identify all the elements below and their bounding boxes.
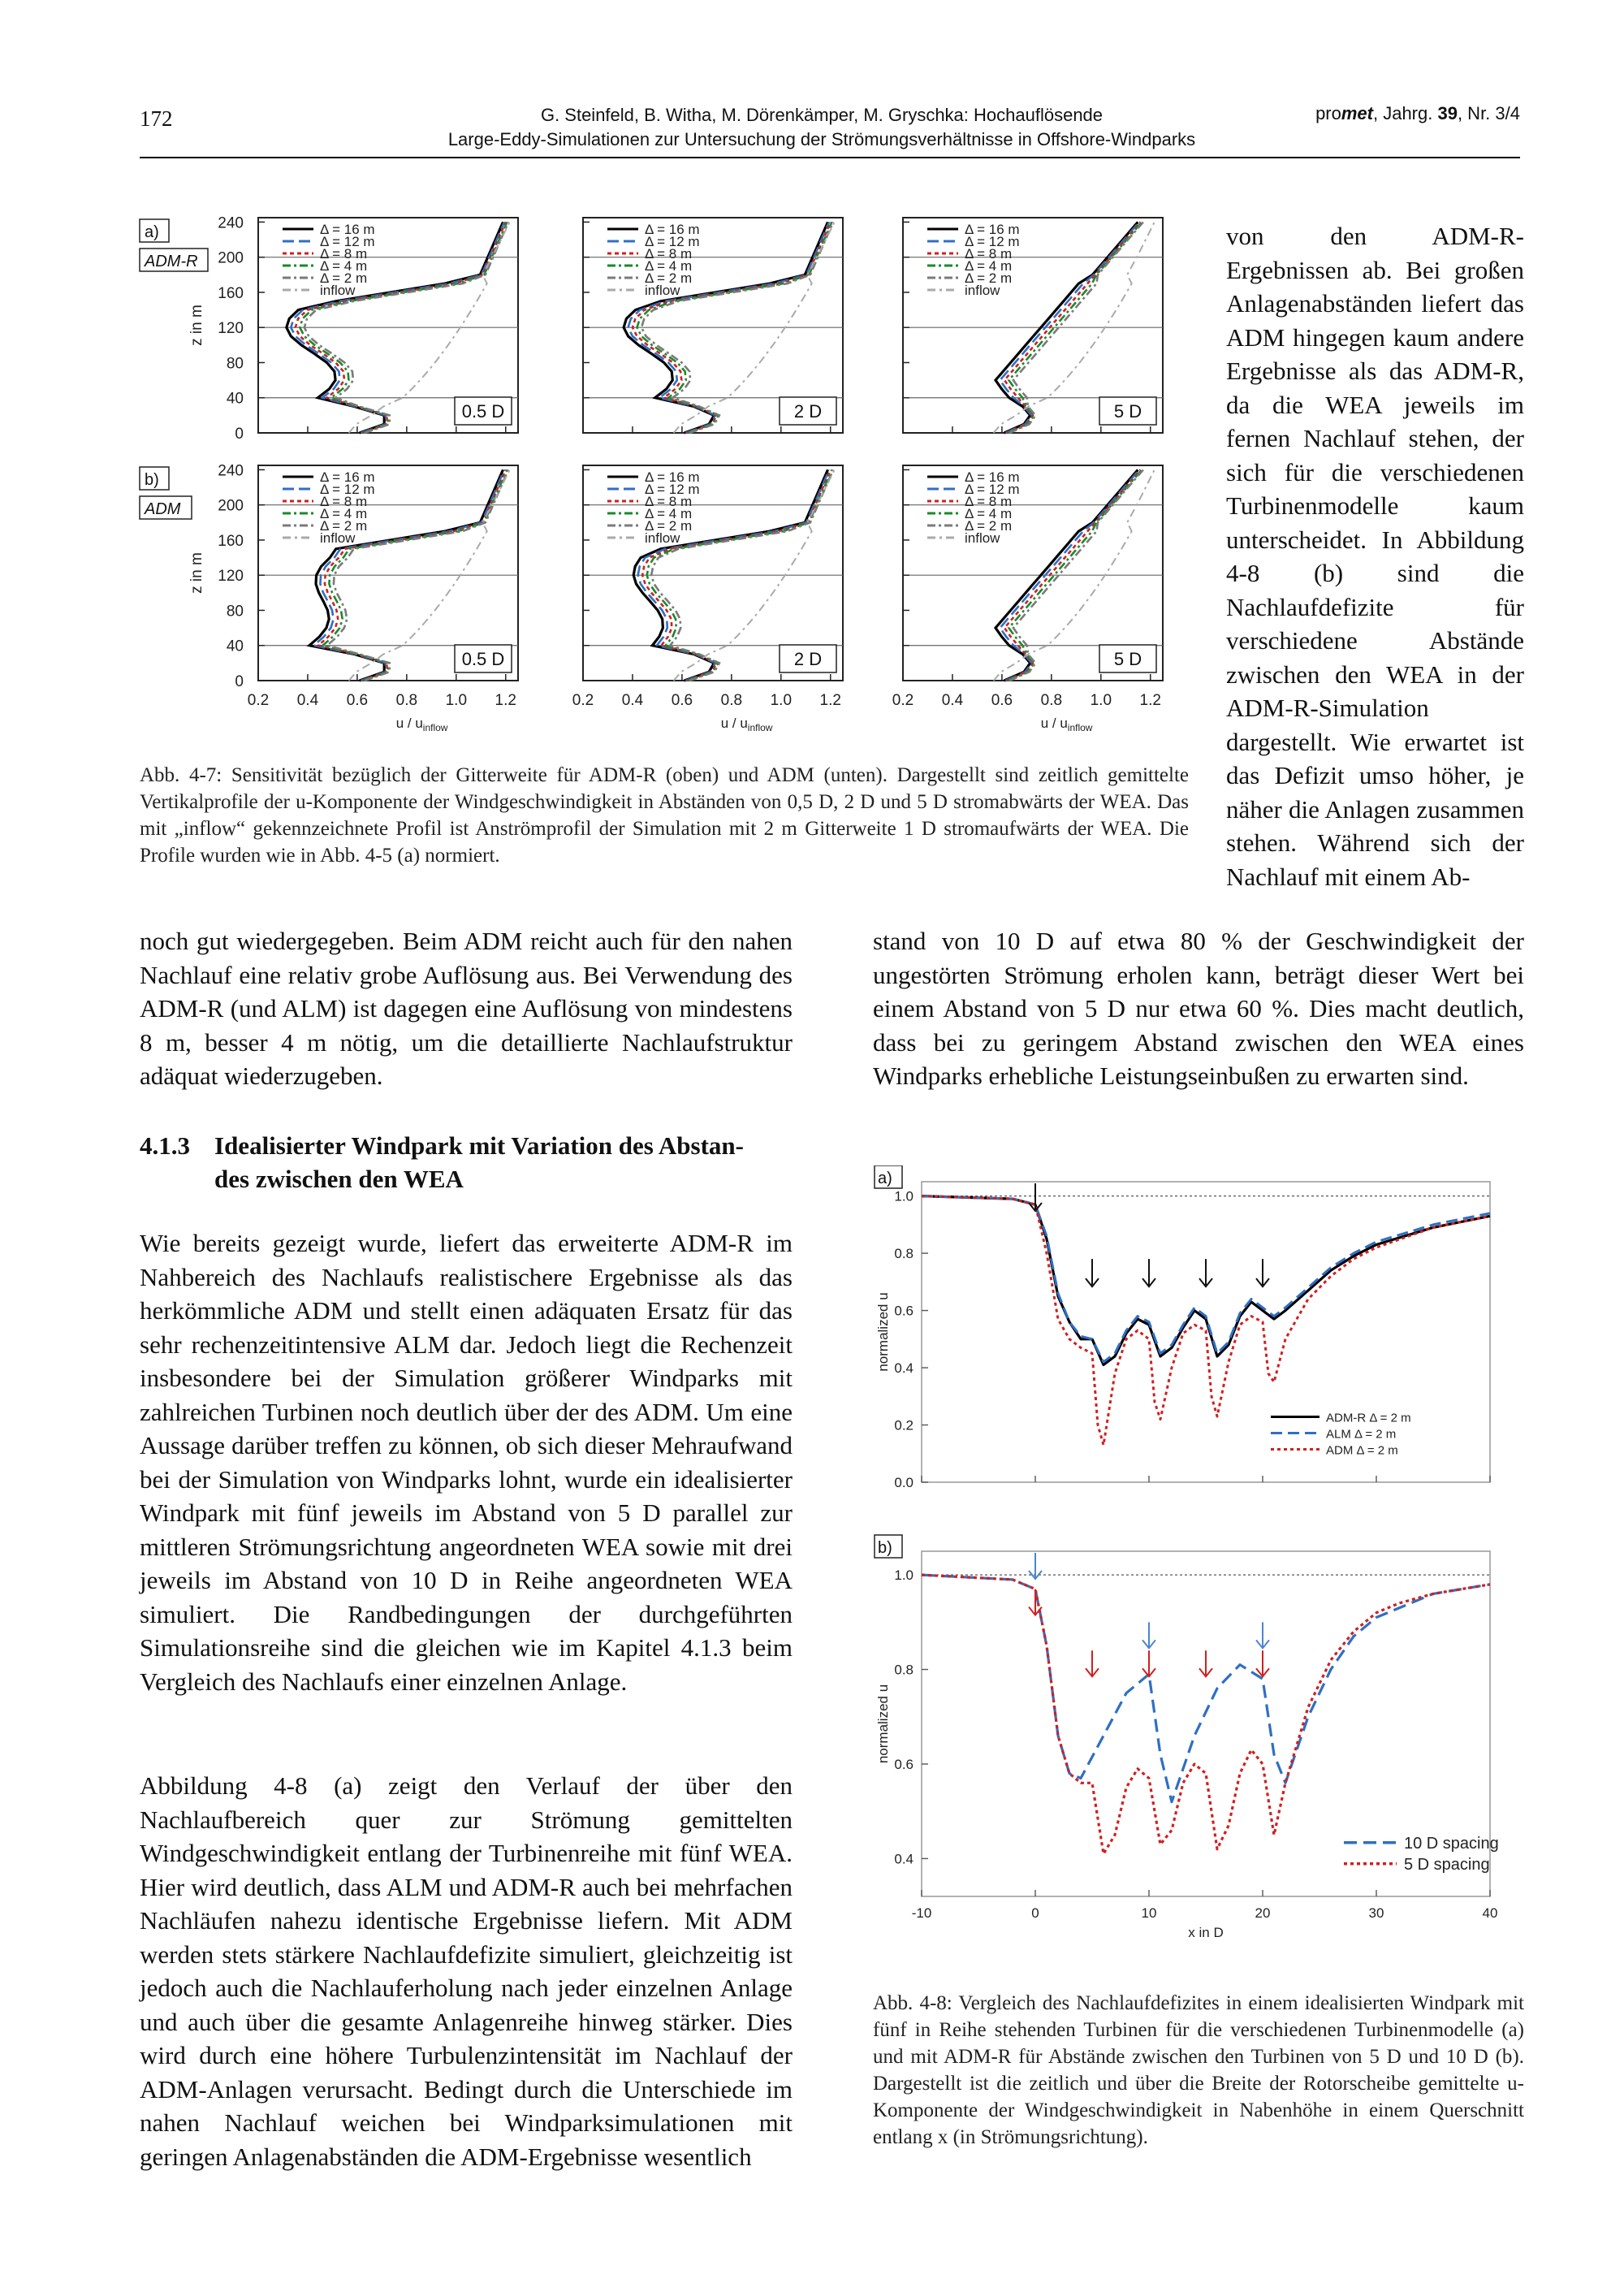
model-label: ADM-R: [145, 253, 198, 270]
legend-label: Δ = 16 m: [965, 469, 1020, 485]
left-paragraph-2: Wie bereits gezeigt wurde, liefert das erweiterte ADM-R im Nahbereich des Nachlaufs realistischere Ergebnisse als das herkömmliche ADM und stellt einen adäquaten Ersatz für das sehr rechenzeitintensive ALM dar. Jedoch liegt die Rechenzeit insbesondere bei der Simulation größerer Windparks mit zahlreichen Turbinen noch deutlich über der des ADM. Um eine Aussage darüber treffen zu können, ob sich dieser Mehraufwand bei der Simulation von Windparks lohnt, wurde ein idealisierter Windpark mit fünf jeweils im Abstand von 5 D parallel zur mittleren Strömungsrichtung angeordneten WEA sowie mit drei jeweils im Abstand von 10 D in Reihe angeordneten WEA simuliert. Die Randbedingungen der durchgeführten Simulationsreihe sind die gleichen wie im Kapitel 4.1.3 beim Vergleich des Nachlaufs einer einzelnen Anlage.: [140, 1229, 793, 1696]
x-tick-label: 10: [1141, 1905, 1157, 1921]
panel-label-a: a): [878, 1170, 892, 1187]
y-tick-label: 160: [218, 284, 244, 302]
figure-4-8: [873, 1165, 1522, 1949]
legend-label: inflow: [965, 283, 1000, 298]
turbine-arrow-5d: [1086, 1650, 1099, 1676]
legend-label: Δ = 2 m: [320, 518, 368, 534]
x-axis-label: u / $u_{inflow}$: [720, 716, 773, 733]
turbine-arrow: [1256, 1259, 1269, 1286]
y-tick-label: 1.0: [894, 1188, 914, 1204]
x-tick-label: 0.6: [671, 692, 693, 709]
x-tick-label: 0.4: [621, 692, 644, 709]
distance-label: 0.5 D: [461, 401, 505, 422]
legend-label: Δ = 8 m: [645, 246, 693, 262]
section-title-line-1: Idealisierter Windpark mit Variation des Abstan-: [214, 1131, 744, 1160]
model-label: ADM: [145, 500, 181, 518]
legend-label: Δ = 16 m: [645, 469, 700, 485]
distance-label: 2 D: [793, 649, 823, 669]
legend-label: Δ = 2 m: [965, 518, 1013, 534]
figure-4-7-caption: Abb. 4-7: Sensitivität bezüglich der Gitterweite für ADM-R (oben) und ADM (unten). Dargestellt sind zeitlich gemittelte Vertikalprofile der u-Komponente der Windgeschwindigkeit in Abständen von 0,5 D, 2 D und 5 D stromabwärts der WEA. Das mit „inflow“ gekennzeichnete Profil ist Anströmprofil der Simulation mit 2 m Gitterweite 1 D stromaufwärts der WEA. Die Profile wurden wie in Abb. 4-5 (a) normiert.: [140, 764, 1189, 867]
y-tick-label: 200: [218, 497, 244, 515]
y-tick-label: 240: [218, 462, 244, 480]
turbine-arrow: [1029, 1183, 1042, 1211]
x-tick-label: 0.2: [572, 692, 594, 709]
y-axis-label: normalized u: [875, 1684, 891, 1764]
legend-label: 5 D spacing: [1404, 1855, 1490, 1874]
x-axis-label-subscript: inflow: [747, 722, 773, 733]
legend-label: Δ = 4 m: [320, 258, 368, 274]
figure-4-7: [138, 210, 1198, 746]
y-tick-label: 200: [218, 249, 244, 267]
journal-name-a: pro: [1315, 103, 1341, 123]
left-paragraph-1: noch gut wiedergegeben. Beim ADM reicht auch für den nahen Nachlauf eine relativ grobe Auflösung aus. Bei Verwendung des ADM-R (und ALM) ist dagegen eine Auflösung von mindestens 8 m, besser 4 m nötig, um die detaillierte Nachlaufstruktur adäquat wiederzugeben.: [140, 927, 793, 1090]
turbine-arrow: [1199, 1259, 1212, 1286]
y-tick-label: 0: [235, 673, 244, 690]
turbine-arrow-5d: [1142, 1650, 1155, 1676]
turbine-arrow: [1086, 1259, 1099, 1286]
journal-issue: , Nr. 3/4: [1457, 103, 1520, 123]
y-tick-label: 1.0: [894, 1567, 914, 1584]
turbine-arrow-10d: [1256, 1622, 1269, 1648]
distance-label: 2 D: [793, 401, 823, 422]
legend-label: Δ = 8 m: [965, 494, 1013, 509]
x-axis-label-subscript: inflow: [422, 722, 448, 733]
turbine-arrow-10d: [1142, 1622, 1155, 1648]
legend-label: Δ = 2 m: [645, 270, 693, 286]
x-tick-label: 0.6: [346, 692, 369, 709]
legend-label: Δ = 2 m: [965, 270, 1013, 286]
x-tick-label: 0.8: [720, 692, 743, 709]
legend-label: ADM-R Δ = 2 m: [1326, 1411, 1411, 1425]
x-tick-label: 0.6: [991, 692, 1013, 709]
page-number: 172: [140, 106, 173, 131]
y-tick-label: 0.0: [894, 1475, 914, 1490]
legend-label: ALM Δ = 2 m: [1326, 1427, 1397, 1442]
y-tick-label: 80: [226, 603, 244, 620]
running-title: [408, 103, 1236, 152]
turbine-arrow-5d: [1256, 1650, 1269, 1676]
y-tick-label: 0.6: [894, 1303, 914, 1319]
x-tick-label: 1.0: [770, 692, 793, 709]
page-header: [140, 102, 1520, 154]
legend-label: Δ = 16 m: [320, 222, 375, 237]
x-tick-label: 0.4: [296, 692, 319, 709]
legend-label: Δ = 8 m: [645, 494, 693, 509]
turbine-arrow: [1142, 1259, 1155, 1286]
turbine-arrow-5d: [1199, 1650, 1212, 1676]
legend-label: Δ = 8 m: [320, 494, 368, 509]
y-tick-label: 40: [226, 390, 244, 408]
legend-label: inflow: [965, 530, 1000, 546]
x-tick-label: -10: [911, 1905, 932, 1921]
x-axis-label: u / $u_{inflow}$: [1040, 716, 1093, 733]
running-article-title: Large-Eddy-Simulationen zur Untersuchung der Strömungsverhältnisse in Offshore-Windparks: [447, 129, 1196, 149]
y-tick-label: 0.8: [894, 1246, 914, 1262]
row-label: a): [145, 223, 159, 241]
distance-label: 0.5 D: [461, 649, 505, 669]
journal-name-b: met: [1341, 103, 1373, 123]
legend-label: ADM Δ = 2 m: [1326, 1443, 1398, 1458]
legend-label: Δ = 12 m: [965, 234, 1020, 249]
legend-label: Δ = 2 m: [320, 270, 368, 286]
x-tick-label: 0.2: [892, 692, 914, 709]
y-tick-label: 240: [218, 214, 244, 232]
legend-label: Δ = 4 m: [965, 506, 1013, 521]
legend-label: Δ = 16 m: [645, 222, 700, 237]
legend-label: Δ = 12 m: [320, 482, 375, 497]
x-tick-label: 1.2: [819, 692, 841, 709]
y-tick-label: 0.2: [894, 1417, 914, 1433]
x-tick-label: 40: [1482, 1905, 1498, 1921]
legend-label: Δ = 12 m: [965, 482, 1020, 497]
x-axis-label: x in D: [1188, 1925, 1224, 1940]
legend-label: inflow: [645, 530, 680, 546]
y-tick-label: 120: [218, 320, 244, 338]
y-tick-label: 0: [235, 426, 244, 443]
y-tick-label: 40: [226, 638, 244, 655]
y-tick-label: 0.4: [894, 1851, 914, 1867]
y-axis-label: z in m: [188, 305, 205, 346]
legend-label: Δ = 16 m: [320, 469, 375, 485]
x-tick-label: 1.2: [495, 692, 516, 709]
x-tick-label: 20: [1255, 1905, 1271, 1921]
y-tick-label: 160: [218, 532, 244, 550]
y-tick-label: 80: [226, 355, 244, 373]
x-axis-label-subscript: inflow: [1067, 722, 1093, 733]
x-tick-label: 0.4: [941, 692, 964, 709]
y-tick-label: 0.4: [894, 1360, 914, 1377]
section-title-line-2: des zwischen den WEA: [214, 1165, 464, 1193]
section-heading: [140, 1129, 797, 1196]
legend-label: Δ = 12 m: [645, 234, 700, 249]
legend-label: Δ = 12 m: [645, 482, 700, 497]
legend-label: inflow: [320, 530, 356, 546]
legend-label: Δ = 12 m: [320, 234, 375, 249]
distance-label: 5 D: [1113, 401, 1142, 422]
x-tick-label: 30: [1368, 1905, 1384, 1921]
wake-line: [922, 1575, 1490, 1802]
y-axis-label: z in m: [188, 552, 205, 594]
x-tick-label: 0: [1031, 1905, 1039, 1921]
x-tick-label: 1.2: [1139, 692, 1161, 709]
legend-label: Δ = 4 m: [320, 506, 368, 521]
journal-year: , Jahrg.: [1372, 103, 1438, 123]
legend-label: inflow: [320, 283, 356, 298]
y-axis-label: normalized u: [875, 1292, 891, 1372]
x-tick-label: 0.8: [1040, 692, 1063, 709]
x-tick-label: 1.0: [1090, 692, 1112, 709]
right-column-paragraph-top: von den ADM-R-Ergebnissen ab. Bei großen Anlagenabständen liefert das ADM hingegen kaum andere Ergebnisse als das ADM-R, da die WEA jeweils im fernen Nachlauf stehen, der sich für die verschiedenen Turbinenmodelle kaum unterscheidet. In Abbildung 4-8 (b) sind die Nachlaufdefizite für verschiedene Abstände zwischen den WEA in der ADM-R-Simulation dargestellt. Wie erwartet ist das Defizit umso höher, je näher die Anlagen zusammen stehen. Während sich der Nachlauf mit einem Ab-: [1226, 222, 1524, 891]
y-tick-label: 120: [218, 568, 244, 586]
y-tick-label: 0.6: [894, 1756, 914, 1772]
legend-label: Δ = 8 m: [320, 246, 368, 262]
legend-label: Δ = 4 m: [965, 258, 1013, 274]
left-paragraph-3: Abbildung 4-8 (a) zeigt den Verlauf der über den Nachlaufbereich quer zur Strömung gemittelten Windgeschwindigkeit entlang der Turbinenreihe mit fünf WEA. Hier wird deutlich, dass ALM und ADM-R auch bei mehrfachen Nachläufen nahezu identische Ergebnisse liefern. Mit ADM werden stets stärkere Nachlaufdefizite simuliert, gleichzeitig ist jedoch auch die Nachlauferholung nach jeder einzelnen Anlage und auch über die gesamte Anlagenreihe hinweg stärker. Dies wird durch eine höhere Turbulenzintensität im Nachlauf der ADM-Anlagen verursacht. Bedingt durch die Unterschiede im nahen Nachlauf weichen bei Windparksimulationen mit geringen Anlagenabständen die ADM-Ergebnisse wesentlich: [140, 1771, 793, 2171]
panel-label-b: b): [878, 1539, 892, 1557]
figure-4-8-caption: Abb. 4-8: Vergleich des Nachlaufdefizites in einem idealisierten Windpark mit fünf in Reihe stehenden Turbinen für die verschiedenen Turbinenmodelle (a) und mit ADM-R für Abstände zwischen den Turbinen von 5 D und 10 D (b). Dargestellt ist die zeitlich und über die Breite der Rotorscheibe gemittelte u-Komponente der Windgeschwindigkeit in Nabenhöhe in einem Querschnitt entlang x (in Strömungsrichtung).: [873, 1992, 1524, 2148]
legend-label: 10 D spacing: [1404, 1834, 1499, 1853]
y-tick-label: 0.8: [894, 1662, 914, 1678]
section-number: 4.1.3: [140, 1131, 190, 1160]
running-authors: G. Steinfeld, B. Witha, M. Dörenkämper, M. Gryschka: Hochauflösende: [540, 105, 1104, 125]
x-tick-label: 0.2: [247, 692, 270, 709]
legend-label: Δ = 2 m: [645, 518, 693, 534]
legend-label: inflow: [645, 283, 680, 298]
legend-label: Δ = 4 m: [645, 506, 693, 521]
x-axis-label: u / $u_{inflow}$: [395, 716, 448, 733]
right-paragraph-continuation: stand von 10 D auf etwa 80 % der Geschwindigkeit der ungestörten Strömung erholen kann, beträgt dieser Wert bei einem Abstand von 5 D nur etwa 60 %. Dies macht deutlich, dass bei zu geringem Abstand zwischen den WEA eines Windparks erhebliche Leistungseinbußen zu erwarten sind.: [873, 927, 1524, 1090]
legend-label: Δ = 8 m: [965, 246, 1013, 262]
journal-volume: 39: [1437, 103, 1458, 123]
x-tick-label: 1.0: [445, 692, 468, 709]
journal-reference: [1315, 103, 1520, 124]
header-rule: [140, 157, 1520, 158]
distance-label: 5 D: [1113, 649, 1142, 669]
row-label: b): [145, 471, 159, 489]
legend-label: Δ = 16 m: [965, 222, 1020, 237]
legend-label: Δ = 4 m: [645, 258, 693, 274]
x-tick-label: 0.8: [395, 692, 418, 709]
